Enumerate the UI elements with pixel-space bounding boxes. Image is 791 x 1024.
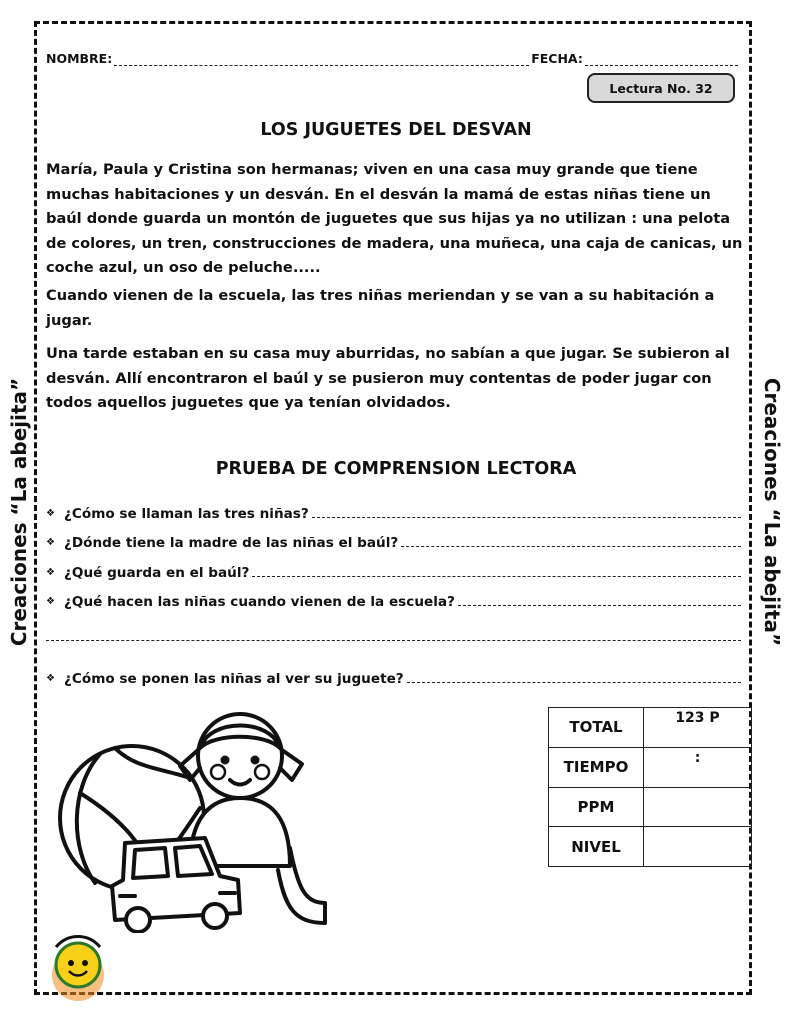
score-value (644, 787, 752, 827)
answer-line[interactable] (401, 546, 741, 547)
score-value (644, 827, 752, 867)
diamond-bullet-icon: ❖ (46, 596, 55, 607)
answer-line-extra[interactable] (46, 640, 741, 641)
score-row-level (549, 827, 752, 867)
score-value: : (644, 747, 752, 787)
diamond-bullet-icon: ❖ (46, 567, 55, 578)
score-row-ppm (549, 787, 752, 827)
score-label: TOTAL (549, 708, 644, 748)
bee-logo-icon (38, 925, 118, 1005)
answer-line[interactable] (312, 517, 741, 518)
side-credit-left: Creaciones “La abejita” (7, 377, 31, 647)
story-paragraph-1: María, Paula y Cristina son hermanas; viven en una casa muy grande que tiene muchas habitaciones y un desván. En el desván la mamá de estas niñas tiene un baúl donde guarda un montón de juguetes que sus hijas ya no utilizan : una pelota de colores, un tren, construcciones de madera, una muñeca, una caja de canicas, un coche azul, un oso de peluche..... (46, 161, 743, 277)
score-label: PPM (549, 787, 644, 827)
diamond-bullet-icon: ❖ (46, 673, 55, 684)
toys-illustration (40, 698, 330, 933)
reading-number-badge: Lectura No. 32 (587, 73, 735, 103)
header-row (46, 44, 740, 66)
question-text: ¿Qué hacen las niñas cuando vienen de la escuela? (64, 594, 455, 610)
question-4 (46, 590, 741, 610)
answer-line[interactable] (458, 605, 741, 606)
question-1 (46, 502, 741, 522)
score-row-total (549, 708, 752, 748)
answer-line[interactable] (252, 576, 741, 577)
question-text: ¿Dónde tiene la madre de las niñas el baúl? (64, 535, 399, 551)
question-5 (46, 667, 741, 687)
quiz-title: PRUEBA DE COMPRENSION LECTORA (215, 459, 577, 479)
score-value: 123 P (644, 708, 752, 748)
story-paragraph-3: Una tarde estaban en su casa muy aburridas, no sabían a que jugar. Se subieron al desván. Allí encontraron el baúl y se pusieron muy contentas de poder jugar con todos aquellos juguetes que ya tenían olvidados. (46, 345, 730, 412)
score-label: TIEMPO (549, 747, 644, 787)
score-row-time (549, 747, 752, 787)
story-title: LOS JUGUETES DEL DESVAN (260, 120, 532, 140)
question-3 (46, 561, 741, 581)
date-field[interactable] (585, 55, 738, 66)
name-label: NOMBRE: (46, 51, 113, 66)
diamond-bullet-icon: ❖ (46, 537, 55, 548)
date-label: FECHA: (531, 51, 583, 66)
story-paragraph-2: Cuando vienen de la escuela, las tres niñas meriendan y se van a su habitación a jugar. (46, 287, 715, 329)
score-table (548, 707, 752, 867)
name-field[interactable] (114, 55, 529, 66)
question-text: ¿Cómo se ponen las niñas al ver su juguete? (64, 671, 404, 687)
score-label: NIVEL (549, 827, 644, 867)
side-credit-right: Creaciones “La abejita” (760, 377, 784, 647)
answer-line[interactable] (407, 682, 741, 683)
question-2 (46, 531, 741, 551)
question-text: ¿Cómo se llaman las tres niñas? (64, 506, 309, 522)
question-text: ¿Qué guarda en el baúl? (64, 565, 250, 581)
diamond-bullet-icon: ❖ (46, 508, 55, 519)
